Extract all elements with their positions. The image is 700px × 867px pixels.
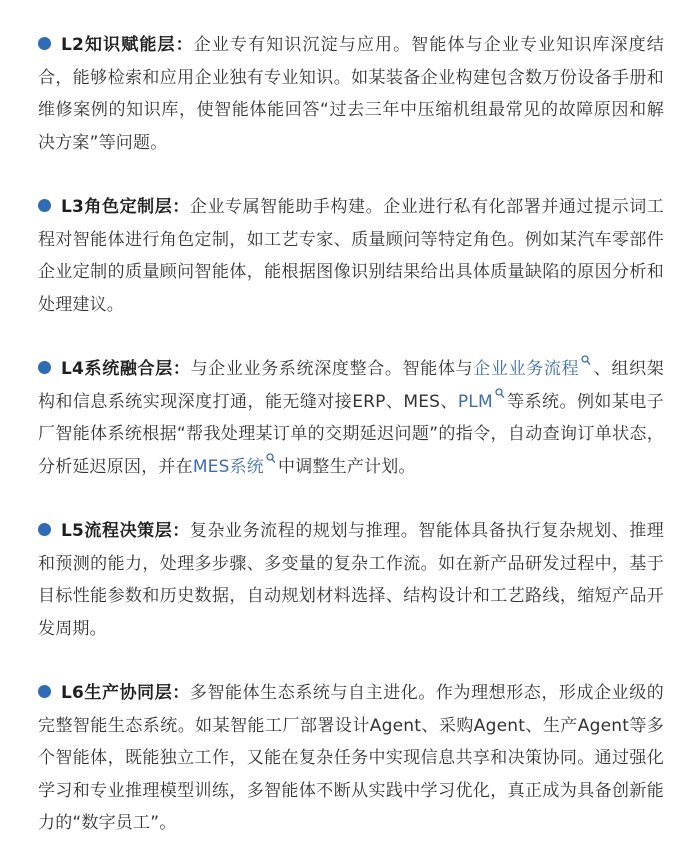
section-l2 (38, 29, 664, 159)
link-mes-system[interactable]: MES系统 (192, 456, 265, 477)
section-l3 (38, 191, 664, 321)
section-text-part: 等系统。例如某电子厂智能体系统根据“帮我处理某订单的交期延迟问题”的指令，自动查询订单状态，分析延迟原因，并在 (38, 391, 664, 477)
link-business-process[interactable]: 企业业务流程 (473, 359, 580, 379)
bullet-dot (38, 199, 51, 212)
search-icon[interactable] (266, 453, 276, 465)
search-icon[interactable] (495, 388, 505, 400)
section-text-part: 中调整生产计划。 (278, 456, 416, 477)
section-text: 多智能体生态系统与自主进化。作为理想形态，形成企业级的完整智能生态系统。如某智能工厂部署设计Agent、采购Agent、生产Agent等多个智能体，既能独立工作，又能在复杂任务中实现信息共享和决策协同。通过强化学习和专业推理模型训练，多智能体不断从实践中学习优化，真正成为具备创新能力的“数字员工”。 (38, 683, 665, 833)
section-text: 复杂业务流程的规划与推理。智能体具备执行复杂规划、推理和预测的能力，处理多步骤、多变量的复杂工作流。如在新产品研发过程中，基于目标性能参数和历史数据，自动规划材料选择、结构设计和工艺路线，缩短产品开发周期。 (38, 521, 665, 639)
section-text: 企业专属智能助手构建。企业进行私有化部署并通过提示词工程对智能体进行角色定制，如工艺专家、质量顾问等特定角色。例如某汽车零部件企业定制的质量顾问智能体，能根据图像识别结果给出具体质量缺陷的原因分析和处理建议。 (38, 197, 665, 315)
section-text: 企业专有知识沉淀与应用。智能体与企业专业知识库深度结合，能够检索和应用企业独有专业知识。如某装备企业构建包含数万份设备手册和维修案例的知识库，使智能体能回答“过去三年中压缩机组最常见的故障原因和解决方案”等问题。 (38, 35, 665, 153)
section-heading: L5流程决策层： (61, 521, 190, 541)
section-heading: L3角色定制层： (61, 197, 190, 217)
section-l5 (38, 515, 664, 645)
section-heading: L2知识赋能层： (61, 35, 194, 55)
search-icon[interactable] (581, 355, 591, 367)
section-text-part: 与企业业务系统深度整合。智能体与 (190, 359, 474, 379)
section-text-part: 、组织架构和信息系统实现深度打通，能无缝对接ERP、MES、 (38, 359, 665, 412)
section-heading: L4系统融合层： (61, 359, 191, 379)
section-l4 (38, 353, 664, 483)
section-heading: L6生产协同层： (61, 683, 190, 703)
bullet-dot (38, 523, 51, 536)
section-l6 (38, 677, 664, 840)
bullet-dot (38, 685, 51, 698)
bullet-dot (38, 361, 51, 374)
bullet-dot (38, 37, 51, 50)
link-plm[interactable]: PLM (457, 391, 493, 412)
